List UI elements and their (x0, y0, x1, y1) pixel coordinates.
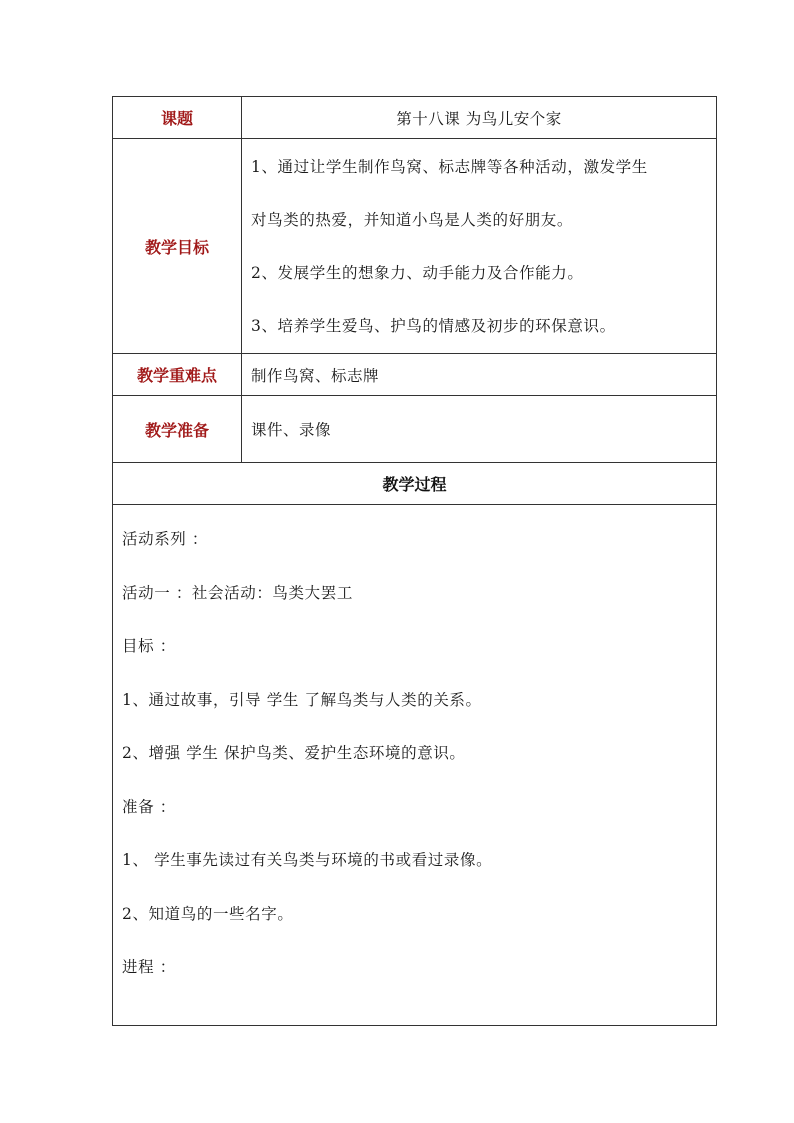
difficulty-value: 制作鸟窝、标志牌 (242, 354, 717, 396)
process-line: 1、通过故事，引导 学生 了解鸟类与人类的关系。 (122, 690, 482, 709)
objective-item-2: 2、发展学生的想象力、动手能力及合作能力。 (251, 263, 584, 282)
process-line: 2、增强 学生 保护鸟类、爱护生态环境的意识。 (122, 744, 466, 762)
difficulty-row (113, 354, 717, 396)
difficulty-label: 教学重难点 (113, 354, 242, 396)
process-body-row (113, 505, 717, 1026)
preparation-label: 教学准备 (113, 396, 242, 463)
objective-item-3: 3、培养学生爱鸟、护鸟的情感及初步的环保意识。 (251, 316, 616, 335)
objectives-row (113, 139, 717, 354)
process-line: 目标 ： (122, 637, 176, 655)
preparation-row (113, 396, 717, 463)
objectives-list (242, 139, 717, 354)
process-body (113, 505, 717, 1026)
topic-value: 第十八课 为鸟儿安个家 (242, 97, 717, 139)
process-line: 活动一 ：社会活动：鸟类大罢工 (122, 583, 353, 602)
process-header: 教学过程 (113, 463, 717, 505)
objective-line-1b: 对鸟类的热爱，并知道小鸟是人类的好朋友。 (251, 210, 574, 229)
process-line: 活动系列 ： (122, 530, 209, 548)
process-line: 2、知道鸟的一些名字。 (122, 904, 294, 923)
preparation-value: 课件、录像 (242, 396, 717, 463)
process-header-row (113, 463, 717, 505)
objectives-label: 教学目标 (113, 139, 242, 354)
process-line: 准备 ： (122, 797, 176, 816)
topic-label: 课题 (113, 97, 242, 139)
lesson-plan-table (112, 96, 717, 1026)
objective-line-1a: 1、通过让学生制作鸟窝、标志牌等各种活动，激发学生 (251, 157, 648, 176)
process-line: 1、 学生事先读过有关鸟类与环境的书或看过录像。 (122, 851, 493, 869)
process-line: 进程 ： (122, 958, 176, 976)
topic-row (113, 97, 717, 139)
